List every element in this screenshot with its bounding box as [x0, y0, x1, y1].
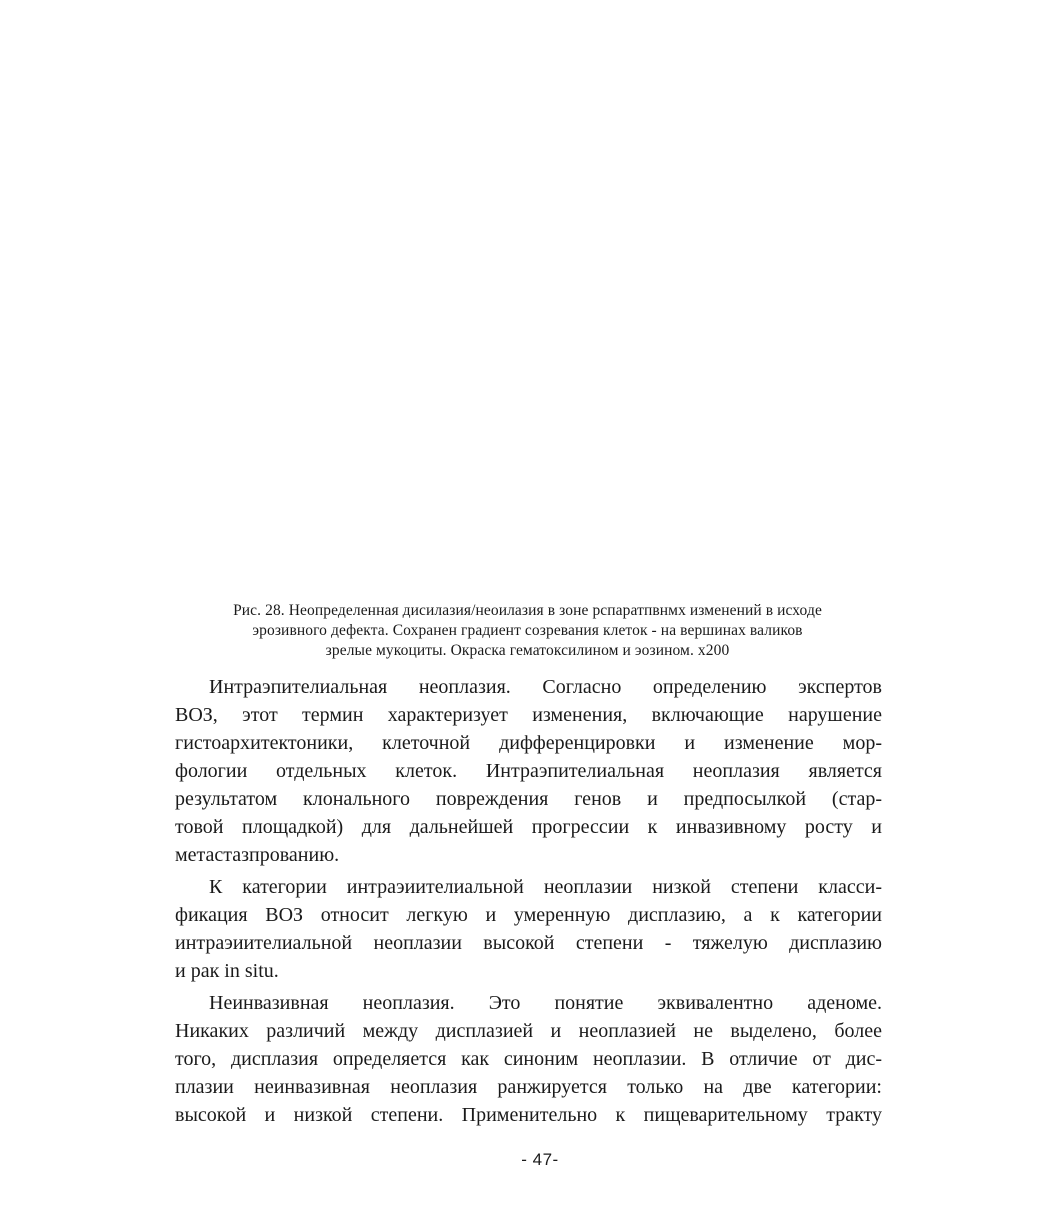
- paragraph-noninvasive-neoplasia: [175, 989, 882, 1129]
- text-line: товой площадкой) для дальнейшей прогрессии к инвазивному росту и: [175, 816, 882, 838]
- text-line: Неинвазивная неоплазия. Это понятие эквивалентно аденоме.: [209, 992, 882, 1014]
- text-line: высокой и низкой степени. Применительно к пищеварительному тракту: [175, 1104, 882, 1126]
- paragraph-who-categories: [175, 873, 882, 985]
- text-line: фологии отдельных клеток. Интраэпителиальная неоплазия является: [175, 760, 882, 782]
- caption-line: Рис. 28. Неопределенная дисилазия/неоилазия в зоне рспаратпвнмх изменений в исходе: [233, 602, 822, 619]
- caption-line: зрелые мукоциты. Окраска гематоксилином и эозином. х200: [325, 642, 730, 659]
- page-number: - 47-: [521, 1150, 559, 1169]
- text-line: гистоархитектоники, клеточной дифференцировки и изменение мор-: [175, 732, 882, 754]
- text-line: того, дисплазия определяется как синоним неоплазии. В отличие от дис-: [175, 1048, 882, 1070]
- text-line: результатом клонального повреждения генов и предпосылкой (стар-: [175, 788, 882, 810]
- text-line: и рак in situ.: [175, 960, 279, 982]
- text-line: интраэиителиальной неоплазии высокой степени - тяжелую дисплазию: [175, 932, 882, 954]
- caption-line: эрозивного дефекта. Сохранен градиент созревания клеток - на вершинах валиков: [252, 622, 803, 639]
- body-text: [175, 673, 882, 1133]
- text-line: К категории интраэиителиальной неоплазии низкой степени класси-: [209, 876, 882, 898]
- text-line: метастазпрованию.: [175, 844, 340, 866]
- figure-caption: [165, 601, 890, 661]
- text-line: фикация ВОЗ относит легкую и умеренную дисплазию, а к категории: [175, 904, 882, 926]
- text-line: Интраэпителиальная неоплазия. Согласно определению экспертов: [209, 676, 882, 698]
- text-line: плазии неинвазивная неоплазия ранжируется только на две категории:: [175, 1076, 882, 1098]
- text-line: ВОЗ, этот термин характеризует изменения, включающие нарушение: [175, 704, 882, 726]
- figure-image-area: [175, 40, 880, 590]
- paragraph-intraepithelial-neoplasia: [175, 673, 882, 869]
- text-line: Никаких различий между дисплазией и неоплазией не выделено, более: [175, 1020, 882, 1042]
